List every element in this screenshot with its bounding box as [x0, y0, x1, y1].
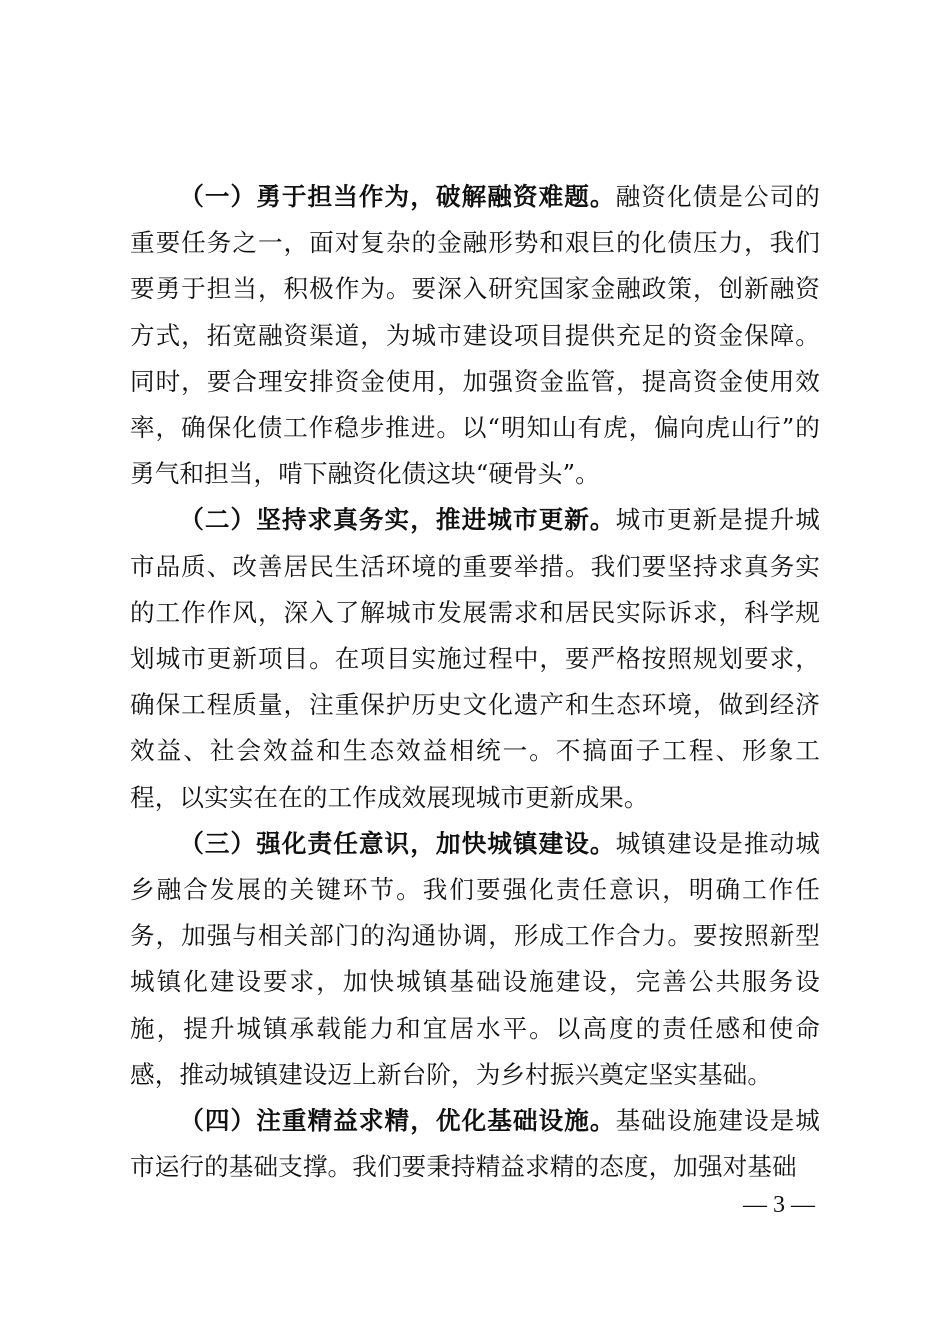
page-number: — 3 — [743, 1192, 815, 1218]
paragraph-1 [130, 174, 820, 497]
paragraph-4-heading: （四）注重精益求精，优化基础设施。 [179, 1106, 616, 1136]
paragraph-2-body: 城市更新是提升城市品质、改善居民生活环境的重要举措。我们要坚持求真务实的工作作风，深入了解城市发展需求和居民实际诉求，科学规划城市更新项目。在项目实施过程中，要严格按照规划要求，确保工程质量，注重保护历史文化遗产和生态环境，做到经济效益、社会效益和生态效益相统一。不搞面子工程、形象工程，以实实在在的工作成效展现城市更新成果。 [130, 505, 821, 812]
paragraph-2-heading: （二）坚持求真务实，推进城市更新。 [179, 505, 616, 535]
paragraph-4-body: 基础设施建设是城市运行的基础支撑。我们要秉持精益求精的态度，加强对基础 [130, 1106, 821, 1182]
paragraph-3-heading: （三）强化责任意识，加快城镇建设。 [179, 828, 616, 858]
document-body [130, 174, 820, 1190]
paragraph-3 [130, 821, 820, 1098]
paragraph-1-heading: （一）勇于担当作为，破解融资难题。 [179, 182, 616, 211]
paragraph-2 [130, 497, 820, 820]
paragraph-3-body: 城镇建设是推动城乡融合发展的关键环节。我们要强化责任意识，明确工作任务，加强与相关部门的沟通协调，形成工作合力。要按照新型城镇化建设要求，加快城镇基础设施建设，完善公共服务设施，提升城镇承载能力和宜居水平。以高度的责任感和使命感，推动城镇建设迈上新台阶，为乡村振兴奠定坚实基础。 [130, 828, 821, 1089]
paragraph-4 [130, 1098, 820, 1190]
paragraph-1-body: 融资化债是公司的重要任务之一，面对复杂的金融形势和艰巨的化债压力，我们要勇于担当，积极作为。要深入研究国家金融政策，创新融资方式，拓宽融资渠道，为城市建设项目提供充足的资金保障。同时，要合理安排资金使用，加强资金监管，提高资金使用效率，确保化债工作稳步推进。以“明知山有虎，偏向虎山行”的勇气和担当，啃下融资化债这块“硬骨头”。 [130, 182, 821, 489]
